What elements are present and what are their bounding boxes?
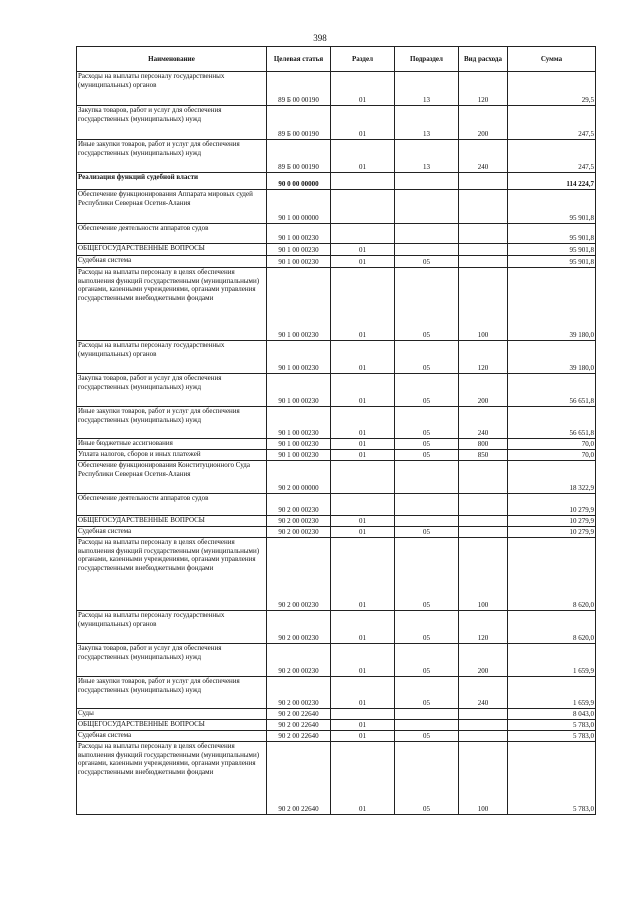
row-article: 90 2 00 22640 [267,720,331,731]
table-row [77,190,596,224]
row-section [331,224,395,244]
row-article: 89 Б 00 00190 [267,106,331,140]
row-subsection [395,494,459,516]
table-row [77,450,596,461]
row-expense-type: 240 [459,677,508,709]
row-expense-type [459,173,508,190]
row-expense-type: 100 [459,268,508,341]
row-sum: 114 224,7 [508,173,596,190]
row-subsection: 05 [395,742,459,815]
table-row [77,439,596,450]
row-section [331,173,395,190]
row-expense-type: 240 [459,140,508,173]
row-section: 01 [331,538,395,611]
table-row [77,268,596,341]
row-expense-type [459,720,508,731]
row-expense-type [459,516,508,527]
row-subsection: 05 [395,611,459,644]
table-row [77,742,596,815]
row-expense-type [459,731,508,742]
row-subsection: 05 [395,527,459,538]
row-expense-type [459,224,508,244]
row-article: 90 1 00 00230 [267,256,331,268]
header-expense-type: Вид расхода [459,47,508,72]
row-section: 01 [331,268,395,341]
row-expense-type [459,256,508,268]
row-subsection: 05 [395,341,459,374]
row-subsection: 13 [395,106,459,140]
row-section: 01 [331,677,395,709]
row-name: Обеспечение функционирования Конституционного Суда Республики Северная Осетия-Алания [77,461,267,494]
table-row [77,374,596,407]
row-article: 90 1 00 00230 [267,268,331,341]
row-article: 90 1 00 00230 [267,341,331,374]
table-row [77,341,596,374]
row-expense-type: 120 [459,72,508,106]
row-subsection [395,709,459,720]
row-section [331,494,395,516]
row-sum: 5 783,0 [508,720,596,731]
header-sum: Сумма [508,47,596,72]
row-article: 90 1 00 00230 [267,407,331,439]
row-name: Иные закупки товаров, работ и услуг для обеспечения государственных (муниципальных) нужд [77,677,267,709]
row-name: Иные закупки товаров, работ и услуг для обеспечения государственных (муниципальных) нужд [77,407,267,439]
header-name: Наименование [77,47,267,72]
row-sum: 8 043,0 [508,709,596,720]
budget-table [76,46,596,815]
table-row [77,720,596,731]
row-name: ОБЩЕГОСУДАРСТВЕННЫЕ ВОПРОСЫ [77,516,267,527]
row-section: 01 [331,742,395,815]
table-row [77,244,596,256]
table-row [77,106,596,140]
row-article: 90 1 00 00230 [267,439,331,450]
row-article: 90 2 00 00230 [267,516,331,527]
row-name: Иные закупки товаров, работ и услуг для обеспечения государственных (муниципальных) нужд [77,140,267,173]
row-sum: 95 901,8 [508,190,596,224]
row-name: Суды [77,709,267,720]
row-name: Закупка товаров, работ и услуг для обеспечения государственных (муниципальных) нужд [77,106,267,140]
table-row [77,407,596,439]
row-expense-type: 120 [459,341,508,374]
row-article: 90 2 00 00000 [267,461,331,494]
row-expense-type [459,709,508,720]
row-section: 01 [331,374,395,407]
row-name: Расходы на выплаты персоналу в целях обеспечения выполнения функций государственными (муниципальными) органами, казенными учреждениями, органами управления государственными внебюджетными фондами [77,268,267,341]
row-section: 01 [331,439,395,450]
table-row [77,677,596,709]
row-article: 89 Б 00 00190 [267,72,331,106]
row-sum: 1 659,9 [508,644,596,677]
row-name: ОБЩЕГОСУДАРСТВЕННЫЕ ВОПРОСЫ [77,720,267,731]
row-expense-type: 120 [459,611,508,644]
row-expense-type [459,190,508,224]
table-row [77,461,596,494]
row-subsection [395,190,459,224]
table-row [77,709,596,720]
row-name: Закупка товаров, работ и услуг для обеспечения государственных (муниципальных) нужд [77,374,267,407]
row-sum: 5 783,0 [508,742,596,815]
row-expense-type: 100 [459,538,508,611]
row-subsection: 05 [395,644,459,677]
row-expense-type: 100 [459,742,508,815]
row-article: 89 Б 00 00190 [267,140,331,173]
row-name: Расходы на выплаты персоналу государственных (муниципальных) органов [77,72,267,106]
row-expense-type: 200 [459,644,508,677]
row-article: 90 2 00 22640 [267,709,331,720]
row-article: 90 1 00 00230 [267,244,331,256]
row-sum: 247,5 [508,140,596,173]
row-section: 01 [331,341,395,374]
row-article: 90 2 00 00230 [267,494,331,516]
row-sum: 70,0 [508,439,596,450]
row-expense-type [459,244,508,256]
table-row [77,494,596,516]
row-expense-type: 200 [459,374,508,407]
row-subsection: 13 [395,72,459,106]
row-name: Судебная система [77,731,267,742]
row-subsection: 13 [395,140,459,173]
row-section: 01 [331,450,395,461]
row-name: ОБЩЕГОСУДАРСТВЕННЫЕ ВОПРОСЫ [77,244,267,256]
row-sum: 39 180,0 [508,268,596,341]
table-row [77,527,596,538]
row-article: 90 2 00 00230 [267,538,331,611]
table-row [77,516,596,527]
row-expense-type: 240 [459,407,508,439]
row-section: 01 [331,407,395,439]
row-article: 90 1 00 00230 [267,374,331,407]
row-name: Обеспечение деятельности аппаратов судов [77,494,267,516]
row-sum: 18 322,9 [508,461,596,494]
row-article: 90 1 00 00000 [267,190,331,224]
row-name: Расходы на выплаты персоналу государственных (муниципальных) органов [77,341,267,374]
row-name: Иные бюджетные ассигнования [77,439,267,450]
row-section: 01 [331,106,395,140]
row-name: Обеспечение функционирования Аппарата мировых судей Республики Северная Осетия-Алания [77,190,267,224]
row-section: 01 [331,720,395,731]
row-name: Реализация функций судебной власти [77,173,267,190]
row-sum: 8 620,0 [508,538,596,611]
row-subsection: 05 [395,439,459,450]
row-name: Обеспечение деятельности аппаратов судов [77,224,267,244]
row-name: Судебная система [77,527,267,538]
row-section [331,461,395,494]
row-subsection [395,461,459,494]
row-subsection [395,244,459,256]
table-row [77,140,596,173]
row-name: Судебная система [77,256,267,268]
row-section: 01 [331,140,395,173]
row-sum: 5 783,0 [508,731,596,742]
row-subsection: 05 [395,538,459,611]
table-header-row [77,47,596,72]
row-section: 01 [331,527,395,538]
row-sum: 56 651,8 [508,407,596,439]
table-row [77,644,596,677]
row-expense-type: 200 [459,106,508,140]
row-sum: 70,0 [508,450,596,461]
row-sum: 10 279,9 [508,527,596,538]
row-subsection: 05 [395,731,459,742]
row-section: 01 [331,244,395,256]
row-subsection: 05 [395,374,459,407]
row-sum: 56 651,8 [508,374,596,407]
row-section: 01 [331,256,395,268]
row-section: 01 [331,516,395,527]
row-article: 90 2 00 00230 [267,611,331,644]
table-row [77,224,596,244]
row-sum: 1 659,9 [508,677,596,709]
page-number: 398 [313,33,327,43]
row-subsection: 05 [395,450,459,461]
row-subsection: 05 [395,677,459,709]
row-article: 90 2 00 00230 [267,527,331,538]
table-row [77,538,596,611]
row-section: 01 [331,611,395,644]
table-row [77,72,596,106]
row-subsection [395,224,459,244]
row-expense-type: 850 [459,450,508,461]
row-subsection: 05 [395,407,459,439]
header-subsection: Подраздел [395,47,459,72]
row-sum: 95 901,8 [508,224,596,244]
header-article: Целевая статья [267,47,331,72]
row-expense-type [459,494,508,516]
row-sum: 10 279,9 [508,494,596,516]
table-row [77,256,596,268]
row-subsection [395,516,459,527]
row-section: 01 [331,72,395,106]
row-expense-type [459,527,508,538]
row-sum: 10 279,9 [508,516,596,527]
row-section [331,709,395,720]
row-name: Расходы на выплаты персоналу в целях обеспечения выполнения функций государственными (муниципальными) органами, казенными учреждениями, органами управления государственными внебюджетными фондами [77,538,267,611]
row-article: 90 2 00 00230 [267,677,331,709]
row-name: Закупка товаров, работ и услуг для обеспечения государственных (муниципальных) нужд [77,644,267,677]
row-article: 90 0 00 00000 [267,173,331,190]
row-article: 90 2 00 00230 [267,644,331,677]
row-sum: 247,5 [508,106,596,140]
row-article: 90 2 00 22640 [267,731,331,742]
row-sum: 95 901,8 [508,256,596,268]
row-sum: 95 901,8 [508,244,596,256]
row-article: 90 2 00 22640 [267,742,331,815]
row-name: Расходы на выплаты персоналу в целях обеспечения выполнения функций государственными (муниципальными) органами, казенными учреждениями, органами управления государственными внебюджетными фондами [77,742,267,815]
table-row [77,731,596,742]
header-section: Раздел [331,47,395,72]
row-sum: 39 180,0 [508,341,596,374]
row-name: Уплата налогов, сборов и иных платежей [77,450,267,461]
table-row [77,173,596,190]
row-section: 01 [331,731,395,742]
row-subsection [395,173,459,190]
row-article: 90 1 00 00230 [267,450,331,461]
row-article: 90 1 00 00230 [267,224,331,244]
row-subsection: 05 [395,256,459,268]
row-sum: 29,5 [508,72,596,106]
row-name: Расходы на выплаты персоналу государственных (муниципальных) органов [77,611,267,644]
row-sum: 8 620,0 [508,611,596,644]
table-row [77,611,596,644]
row-expense-type: 800 [459,439,508,450]
row-expense-type [459,461,508,494]
row-section [331,190,395,224]
row-section: 01 [331,644,395,677]
row-subsection [395,720,459,731]
row-subsection: 05 [395,268,459,341]
